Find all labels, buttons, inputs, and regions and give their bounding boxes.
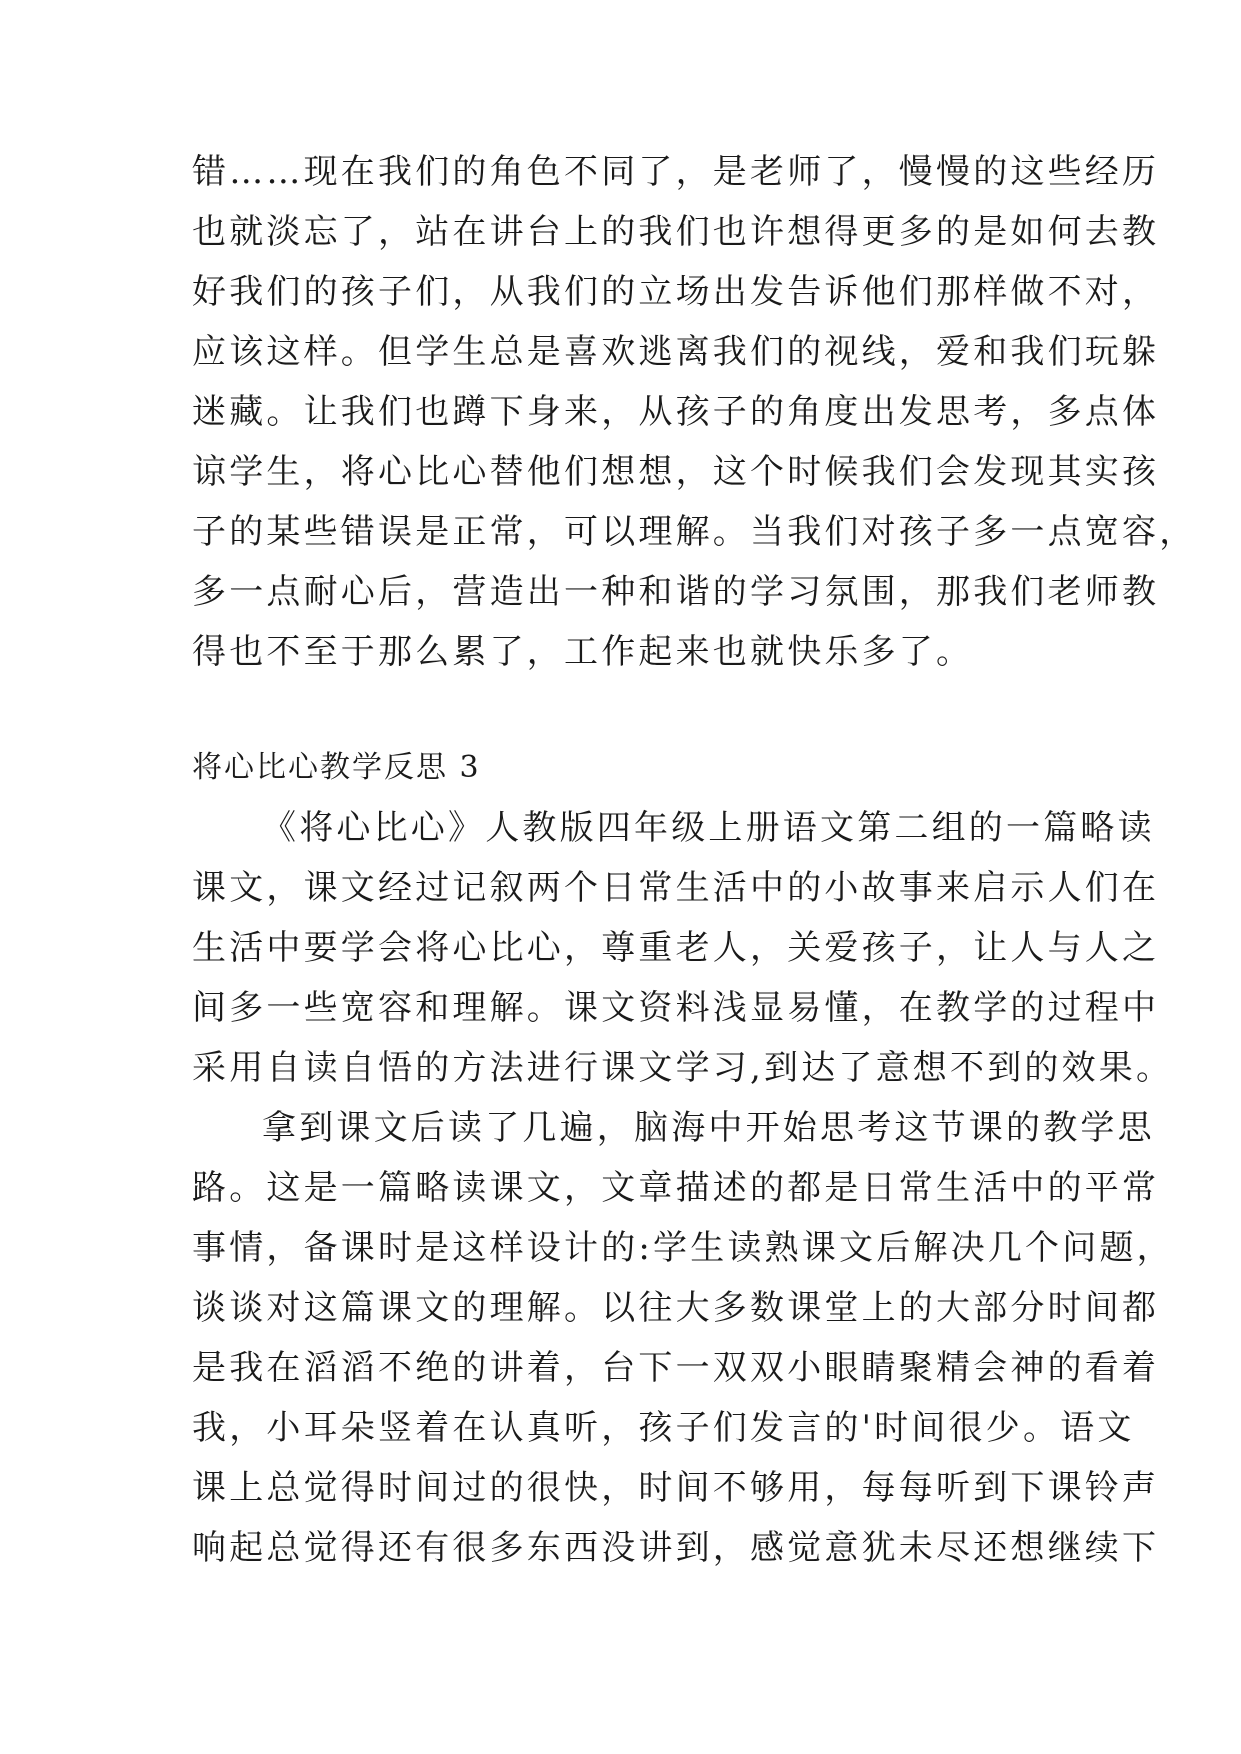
- paragraph-line: 课上总觉得时间过的很快，时间不够用，每每听到下课铃声: [192, 1468, 1160, 1508]
- paragraph-line: 迷藏。让我们也蹲下身来，从孩子的角度出发思考，多点体: [192, 392, 1160, 432]
- paragraph-line: 也就淡忘了，站在讲台上的我们也许想得更多的是如何去教: [192, 212, 1160, 252]
- paragraph-line: 谈谈对这篇课文的理解。以往大多数课堂上的大部分时间都: [192, 1288, 1160, 1328]
- paragraph-line: 多一点耐心后，营造出一种和谐的学习氛围，那我们老师教: [192, 572, 1160, 612]
- paragraph-line: 《将心比心》人教版四年级上册语文第二组的一篇略读: [262, 808, 1155, 848]
- paragraph-line: 课文，课文经过记叙两个日常生活中的小故事来启示人们在: [192, 868, 1160, 908]
- paragraph-line: 我，小耳朵竖着在认真听，孩子们发言的'时间很少。语文: [192, 1408, 1135, 1448]
- paragraph-line: 子的某些错误是正常，可以理解。当我们对孩子多一点宽容，: [192, 512, 1197, 552]
- paragraph-line: 间多一些宽容和理解。课文资料浅显易懂，在教学的过程中: [192, 988, 1160, 1028]
- paragraph-line: 好我们的孩子们，从我们的立场出发告诉他们那样做不对，: [192, 272, 1160, 312]
- paragraph-line: 拿到课文后读了几遍，脑海中开始思考这节课的教学思: [262, 1108, 1155, 1148]
- paragraph-line: 得也不至于那么累了，工作起来也就快乐多了。: [192, 632, 974, 672]
- paragraph-line: 应该这样。但学生总是喜欢逃离我们的视线，爱和我们玩躲: [192, 332, 1160, 372]
- paragraph-line: 错……现在我们的角色不同了，是老师了，慢慢的这些经历: [192, 152, 1160, 192]
- section-title: 将心比心教学反思 3: [192, 750, 481, 785]
- paragraph-line: 是我在滔滔不绝的讲着，台下一双双小眼睛聚精会神的看着: [192, 1348, 1160, 1388]
- paragraph-line: 生活中要学会将心比心，尊重老人，关爱孩子，让人与人之: [192, 928, 1160, 968]
- paragraph-line: 响起总觉得还有很多东西没讲到，感觉意犹未尽还想继续下: [192, 1528, 1160, 1568]
- paragraph-line: 谅学生，将心比心替他们想想，这个时候我们会发现其实孩: [192, 452, 1160, 492]
- paragraph-line: 路。这是一篇略读课文，文章描述的都是日常生活中的平常: [192, 1168, 1160, 1208]
- paragraph-line: 采用自读自悟的方法进行课文学习,到达了意想不到的效果。: [192, 1048, 1174, 1088]
- paragraph-line: 事情，备课时是这样设计的:学生读熟课文后解决几个问题，: [192, 1228, 1174, 1268]
